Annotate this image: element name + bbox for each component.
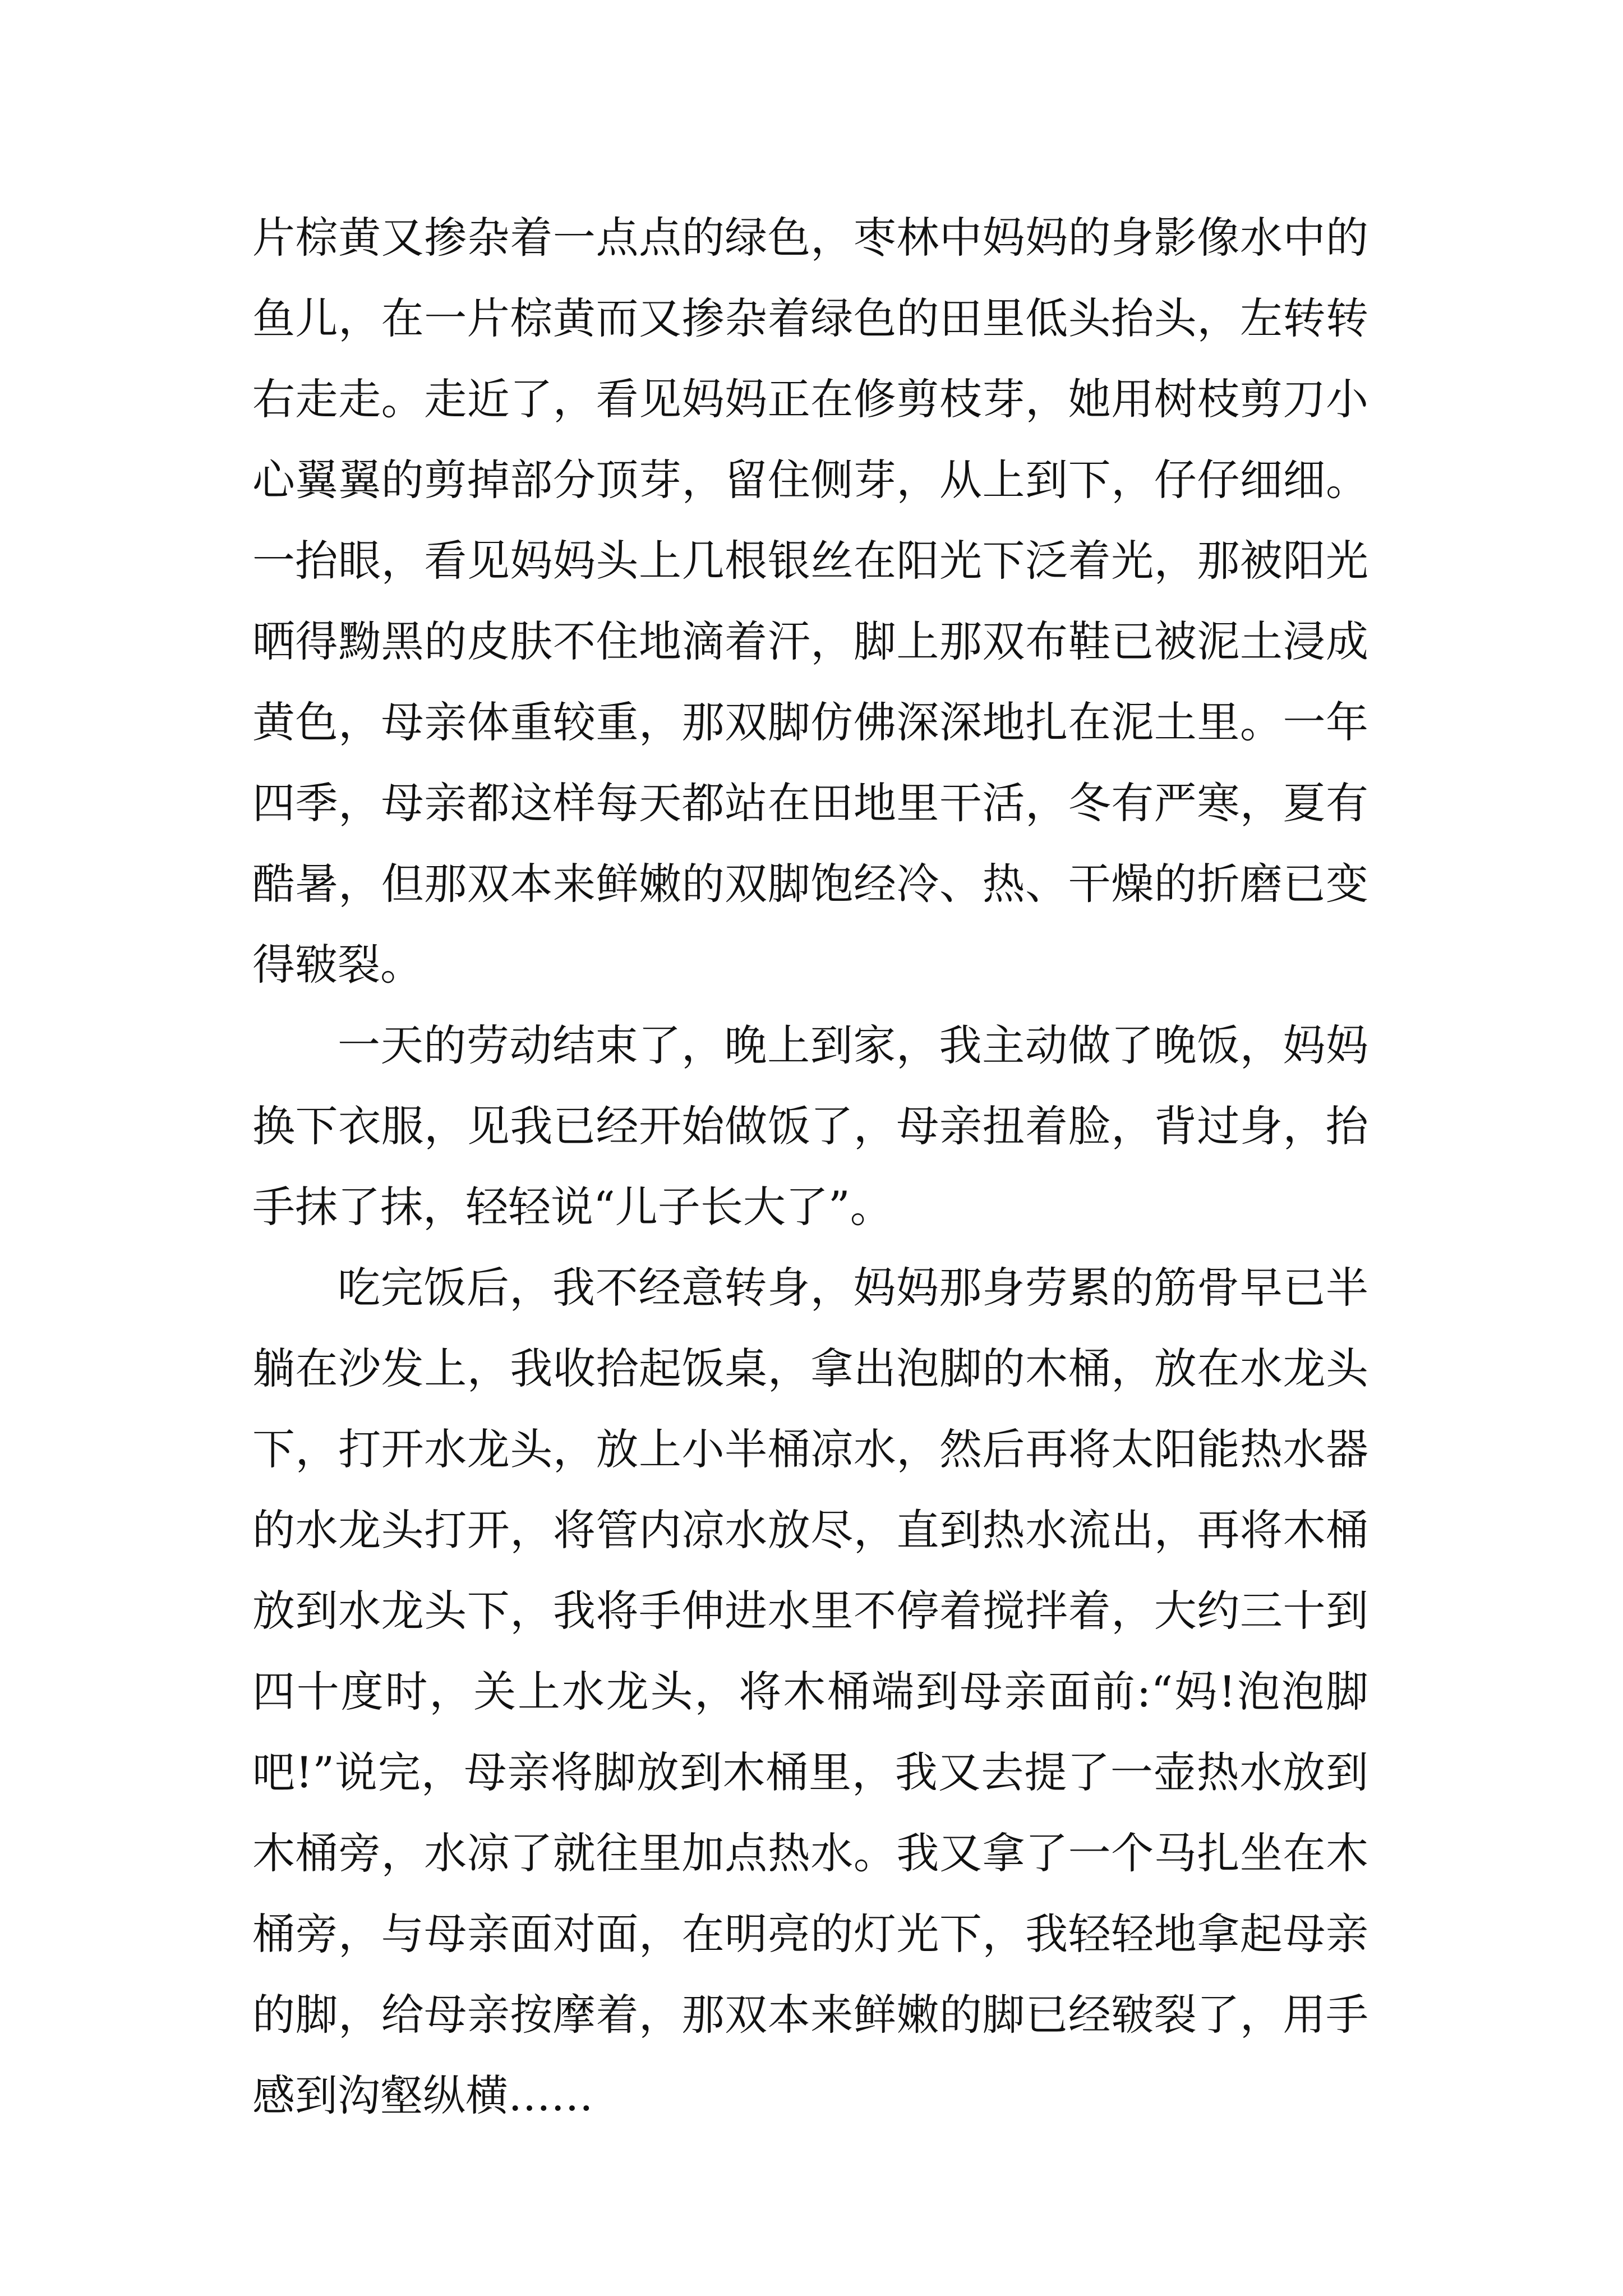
paragraph-2: 一天的劳动结束了，晚上到家，我主动做了晚饭，妈妈换下衣服，见我已经开始做饭了，母亲扭着脸，背过身，抬手抹了抹，轻轻说“儿子长大了”。 (252, 1020, 1368, 1232)
paragraph-3: 吃完饭后，我不经意转身，妈妈那身劳累的筋骨早已半躺在沙发上，我收拾起饭桌，拿出泡脚的木桶，放在水龙头下，打开水龙头，放上小半桶凉水，然后再将太阳能热水器的水龙头打开，将管内凉水放尽，直到热水流出，再将木桶放到水龙头下，我将手伸进水里不停着搅拌着，大约三十到四十度时，关上水龙头，将木桶端到母亲面前:“妈!泡泡脚吧!”说完，母亲将脚放到木桶里，我又去提了一壶热水放到木桶旁，水凉了就往里加点热水。我又拿了一个马扎坐在木桶旁，与母亲面对面，在明亮的灯光下，我轻轻地拿起母亲的脚，给母亲按摩着，那双本来鲜嫩的脚已经皲裂了，用手感到沟壑纵横…… (252, 1263, 1368, 2120)
document-body (252, 197, 1368, 2136)
paragraph-1: 片棕黄又掺杂着一点点的绿色，枣林中妈妈的身影像水中的鱼儿，在一片棕黄而又掺杂着绿色的田里低头抬头，左转转右走走。走近了，看见妈妈正在修剪枝芽，她用树枝剪刀小心翼翼的剪掉部分顶芽，留住侧芽，从上到下，仔仔细细。一抬眼，看见妈妈头上几根银丝在阳光下泛着光，那被阳光晒得黝黑的皮肤不住地滴着汗，脚上那双布鞋已被泥土浸成黄色，母亲体重较重，那双脚仿佛深深地扎在泥土里。一年四季，母亲都这样每天都站在田地里干活，冬有严寒，夏有酷暑，但那双本来鲜嫩的双脚饱经冷、热、干燥的折磨已变得皲裂。 (252, 213, 1368, 990)
